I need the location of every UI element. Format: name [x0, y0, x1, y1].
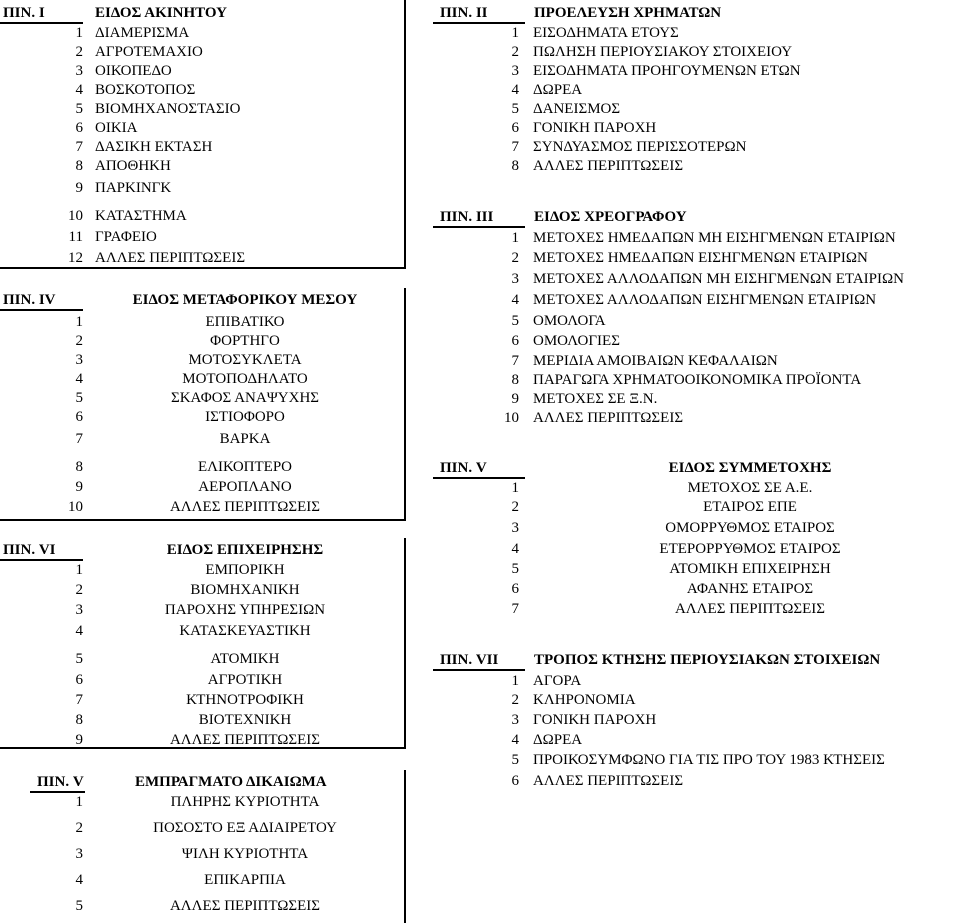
row-number: 1 [75, 562, 83, 578]
row-number: 3 [511, 520, 519, 536]
row-label: ΑΓΡΟΤΕΜΑΧΙΟ [95, 44, 203, 60]
row-label: ΕΜΠΟΡΙΚΗ [205, 562, 285, 578]
divider [433, 226, 525, 228]
row-number: 8 [511, 158, 519, 174]
row-number: 10 [504, 410, 519, 426]
row-number: 6 [75, 672, 83, 688]
row-label: ΟΙΚΙΑ [95, 120, 138, 136]
divider [0, 309, 83, 311]
row-label: ΓΡΑΦΕΙΟ [95, 229, 157, 245]
row-label: ΒΑΡΚΑ [219, 431, 271, 447]
row-label: ΣΚΑΦΟΣ ΑΝΑΨΥΧΗΣ [170, 390, 320, 406]
row-label: ΙΣΤΙΟΦΟΡΟ [205, 409, 285, 425]
row-number: 2 [511, 692, 519, 708]
row-label: ΑΤΟΜΙΚΗ ΕΠΙΧΕΙΡΗΣΗ [669, 561, 831, 577]
row-label: ΜΟΤΟΣΥΚΛΕΤΑ [188, 352, 302, 368]
table-code-3: ΠΙΝ. III [440, 209, 494, 225]
row-label: ΑΓΡΟΤΙΚΗ [207, 672, 283, 688]
row-label: ΔΩΡΕΑ [533, 82, 583, 98]
row-number: 3 [75, 602, 83, 618]
row-label: ΕΙΣΟΔΗΜΑΤΑ ΕΤΟΥΣ [533, 25, 679, 41]
row-number: 7 [75, 139, 83, 155]
row-label: ΒΙΟΜΗΧΑΝΙΚΗ [190, 582, 300, 598]
row-label: ΜΕΤΟΧΟΣ ΣΕ Α.Ε. [687, 480, 813, 496]
table-code-6: ΠΙΝ. VI [3, 542, 56, 558]
row-label: ΑΛΛΕΣ ΠΕΡΙΠΤΩΣΕΙΣ [674, 601, 826, 617]
row-number: 5 [75, 101, 83, 117]
divider [0, 267, 406, 269]
row-label: ΟΙΚΟΠΕΔΟ [95, 63, 172, 79]
table-code-5: ΠΙΝ. V [440, 460, 487, 476]
row-label: ΑΛΛΕΣ ΠΕΡΙΠΤΩΣΕΙΣ [533, 410, 684, 426]
row-number: 9 [511, 391, 519, 407]
row-number: 9 [75, 732, 83, 748]
divider [0, 519, 406, 521]
row-label: ΕΤΕΡΟΡΡΥΘΜΟΣ ΕΤΑΙΡΟΣ [659, 541, 841, 557]
row-number: 2 [75, 44, 83, 60]
row-label: ΜΕΤΟΧΕΣ ΗΜΕΔΑΠΩΝ ΜΗ ΕΙΣΗΓΜΕΝΩΝ ΕΤΑΙΡΙΩΝ [533, 230, 896, 246]
row-label: ΠΑΡΟΧΗΣ ΥΠΗΡΕΣΙΩΝ [164, 602, 326, 618]
row-label: ΑΕΡΟΠΛΑΝΟ [198, 479, 292, 495]
row-number: 7 [511, 353, 519, 369]
row-number: 12 [68, 250, 83, 266]
row-number: 3 [511, 63, 519, 79]
row-number: 10 [68, 499, 83, 515]
row-number: 3 [75, 63, 83, 79]
row-label: ΜΕΤΟΧΕΣ ΑΛΛΟΔΑΠΩΝ ΜΗ ΕΙΣΗΓΜΕΝΩΝ ΕΤΑΙΡΙΩΝ [533, 271, 904, 287]
row-label: ΟΜΟΡΡΥΘΜΟΣ ΕΤΑΙΡΟΣ [665, 520, 835, 536]
divider [433, 669, 525, 671]
row-label: ΒΙΟΤΕΧΝΙΚΗ [198, 712, 292, 728]
row-number: 3 [75, 846, 83, 862]
row-number: 2 [511, 250, 519, 266]
row-number: 1 [75, 314, 83, 330]
row-label: ΠΡΟΙΚΟΣΥΜΦΩΝΟ ΓΙΑ ΤΙΣ ΠΡΟ ΤΟΥ 1983 ΚΤΗΣΕΙΣ [533, 752, 885, 768]
row-number: 2 [511, 499, 519, 515]
row-label: ΑΦΑΝΗΣ ΕΤΑΙΡΟΣ [686, 581, 814, 597]
row-label: ΑΓΟΡΑ [533, 673, 582, 689]
table-code-1: ΠΙΝ. I [3, 5, 45, 21]
row-label: ΓΟΝΙΚΗ ΠΑΡΟΧΗ [533, 712, 657, 728]
row-number: 6 [75, 120, 83, 136]
row-number: 10 [68, 208, 83, 224]
row-number: 1 [75, 794, 83, 810]
row-number: 5 [75, 898, 83, 914]
row-label: ΟΜΟΛΟΓΙΕΣ [533, 333, 620, 349]
row-number: 8 [75, 158, 83, 174]
row-label: ΠΩΛΗΣΗ ΠΕΡΙΟΥΣΙΑΚΟΥ ΣΤΟΙΧΕΙΟΥ [533, 44, 793, 60]
row-label: ΟΜΟΛΟΓΑ [533, 313, 606, 329]
row-number: 11 [68, 229, 83, 245]
row-label: ΜΕΡΙΔΙΑ ΑΜΟΙΒΑΙΩΝ ΚΕΦΑΛΑΙΩΝ [533, 353, 778, 369]
table-header-2: ΠΡΟΕΛΕΥΣΗ ΧΡΗΜΑΤΩΝ [534, 5, 722, 21]
row-label: ΑΛΛΕΣ ΠΕΡΙΠΤΩΣΕΙΣ [95, 250, 246, 266]
row-number: 5 [511, 752, 519, 768]
row-number: 3 [511, 712, 519, 728]
row-number: 5 [75, 390, 83, 406]
row-number: 4 [75, 371, 83, 387]
row-number: 7 [511, 139, 519, 155]
row-number: 4 [511, 732, 519, 748]
row-label: ΔΑΣΙΚΗ ΕΚΤΑΣΗ [95, 139, 213, 155]
row-label: ΜΕΤΟΧΕΣ ΣΕ Ξ.Ν. [533, 391, 658, 407]
row-number: 9 [75, 180, 83, 196]
row-number: 1 [511, 25, 519, 41]
row-number: 5 [511, 101, 519, 117]
row-number: 7 [75, 431, 83, 447]
row-label: ΑΛΛΕΣ ΠΕΡΙΠΤΩΣΕΙΣ [169, 499, 321, 515]
table-code-7: ΠΙΝ. VII [440, 652, 499, 668]
row-label: ΣΥΝΔΥΑΣΜΟΣ ΠΕΡΙΣΣΟΤΕΡΩΝ [533, 139, 747, 155]
row-number: 8 [75, 459, 83, 475]
row-number: 1 [75, 25, 83, 41]
row-number: 4 [75, 872, 83, 888]
row-number: 4 [75, 82, 83, 98]
row-number: 9 [75, 479, 83, 495]
table-header-8: ΕΜΠΡΑΓΜΑΤΟ ΔΙΚΑΙΩΜΑ [135, 774, 327, 790]
row-label: ΚΑΤΑΣΤΗΜΑ [95, 208, 187, 224]
row-label: ΠΑΡΚΙΝΓΚ [95, 180, 172, 196]
row-number: 6 [511, 773, 519, 789]
row-label: ΓΟΝΙΚΗ ΠΑΡΟΧΗ [533, 120, 657, 136]
row-label: ΜΟΤΟΠΟΔΗΛΑΤΟ [182, 371, 308, 387]
row-label: ΔΙΑΜΕΡΙΣΜΑ [95, 25, 190, 41]
row-label: ΑΠΟΘΗΚΗ [95, 158, 171, 174]
row-number: 2 [75, 582, 83, 598]
row-number: 4 [511, 541, 519, 557]
row-number: 3 [75, 352, 83, 368]
row-label: ΦΟΡΤΗΓΟ [210, 333, 280, 349]
row-label: ΒΟΣΚΟΤΟΠΟΣ [95, 82, 196, 98]
row-number: 5 [511, 561, 519, 577]
row-number: 2 [75, 820, 83, 836]
divider [404, 288, 406, 521]
row-number: 6 [511, 120, 519, 136]
divider [404, 538, 406, 749]
row-label: ΕΤΑΙΡΟΣ ΕΠΕ [703, 499, 797, 515]
row-number: 1 [511, 480, 519, 496]
row-number: 4 [75, 623, 83, 639]
row-label: ΔΩΡΕΑ [533, 732, 583, 748]
row-label: ΔΑΝΕΙΣΜΟΣ [533, 101, 621, 117]
table-header-1: ΕΙΔΟΣ ΑΚΙΝΗΤΟΥ [95, 5, 227, 21]
row-number: 7 [511, 601, 519, 617]
row-number: 1 [511, 230, 519, 246]
row-number: 2 [75, 333, 83, 349]
row-number: 6 [75, 409, 83, 425]
row-label: ΑΛΛΕΣ ΠΕΡΙΠΤΩΣΕΙΣ [533, 773, 684, 789]
row-label: ΒΙΟΜΗΧΑΝΟΣΤΑΣΙΟ [95, 101, 241, 117]
row-number: 5 [75, 651, 83, 667]
row-label: ΕΙΣΟΔΗΜΑΤΑ ΠΡΟΗΓΟΥΜΕΝΩΝ ΕΤΩΝ [533, 63, 801, 79]
row-label: ΑΤΟΜΙΚΗ [210, 651, 280, 667]
row-label: ΚΤΗΝΟΤΡΟΦΙΚΗ [186, 692, 304, 708]
row-label: ΑΛΛΕΣ ΠΕΡΙΠΤΩΣΕΙΣ [169, 898, 321, 914]
divider [404, 0, 406, 269]
row-number: 5 [511, 313, 519, 329]
row-label: ΕΠΙΒΑΤΙΚΟ [205, 314, 285, 330]
row-number: 8 [511, 372, 519, 388]
table-code-2: ΠΙΝ. II [440, 5, 488, 21]
row-label: ΜΕΤΟΧΕΣ ΗΜΕΔΑΠΩΝ ΕΙΣΗΓΜΕΝΩΝ ΕΤΑΙΡΙΩΝ [533, 250, 868, 266]
row-number: 1 [511, 673, 519, 689]
table-header-6: ΕΙΔΟΣ ΕΠΙΧΕΙΡΗΣΗΣ [166, 542, 324, 558]
row-number: 4 [511, 82, 519, 98]
row-number: 4 [511, 292, 519, 308]
row-label: ΕΛΙΚΟΠΤΕΡΟ [198, 459, 292, 475]
row-number: 7 [75, 692, 83, 708]
row-label: ΚΛΗΡΟΝΟΜΙΑ [533, 692, 636, 708]
row-label: ΕΠΙΚΑΡΠΙΑ [204, 872, 286, 888]
row-label: ΠΑΡΑΓΩΓΑ ΧΡΗΜΑΤΟΟΙΚΟΝΟΜΙΚΑ ΠΡΟΪΟΝΤΑ [533, 372, 862, 388]
row-label: ΚΑΤΑΣΚΕΥΑΣΤΙΚΗ [179, 623, 311, 639]
table-code-4: ΠΙΝ. IV [3, 292, 56, 308]
table-header-5: ΕΙΔΟΣ ΣΥΜΜΕΤΟΧΗΣ [668, 460, 832, 476]
row-number: 6 [511, 581, 519, 597]
row-label: ΠΟΣΟΣΤΟ ΕΞ ΑΔΙΑΙΡΕΤΟΥ [153, 820, 337, 836]
row-label: ΨΙΛΗ ΚΥΡΙΟΤΗΤΑ [181, 846, 309, 862]
table-header-4: ΕΙΔΟΣ ΜΕΤΑΦΟΡΙΚΟΥ ΜΕΣΟΥ [132, 292, 358, 308]
table-header-3: ΕΙΔΟΣ ΧΡΕΟΓΡΑΦΟΥ [534, 209, 687, 225]
row-label: ΠΛΗΡΗΣ ΚΥΡΙΟΤΗΤΑ [170, 794, 320, 810]
table-code-8: ΠΙΝ. V [37, 774, 84, 790]
row-number: 3 [511, 271, 519, 287]
row-number: 6 [511, 333, 519, 349]
row-label: ΑΛΛΕΣ ΠΕΡΙΠΤΩΣΕΙΣ [169, 732, 321, 748]
row-number: 8 [75, 712, 83, 728]
row-number: 2 [511, 44, 519, 60]
row-label: ΜΕΤΟΧΕΣ ΑΛΛΟΔΑΠΩΝ ΕΙΣΗΓΜΕΝΩΝ ΕΤΑΙΡΙΩΝ [533, 292, 877, 308]
divider [404, 770, 406, 923]
table-header-7: ΤΡΟΠΟΣ ΚΤΗΣΗΣ ΠΕΡΙΟΥΣΙΑΚΩΝ ΣΤΟΙΧΕΙΩΝ [534, 652, 881, 668]
row-label: ΑΛΛΕΣ ΠΕΡΙΠΤΩΣΕΙΣ [533, 158, 684, 174]
